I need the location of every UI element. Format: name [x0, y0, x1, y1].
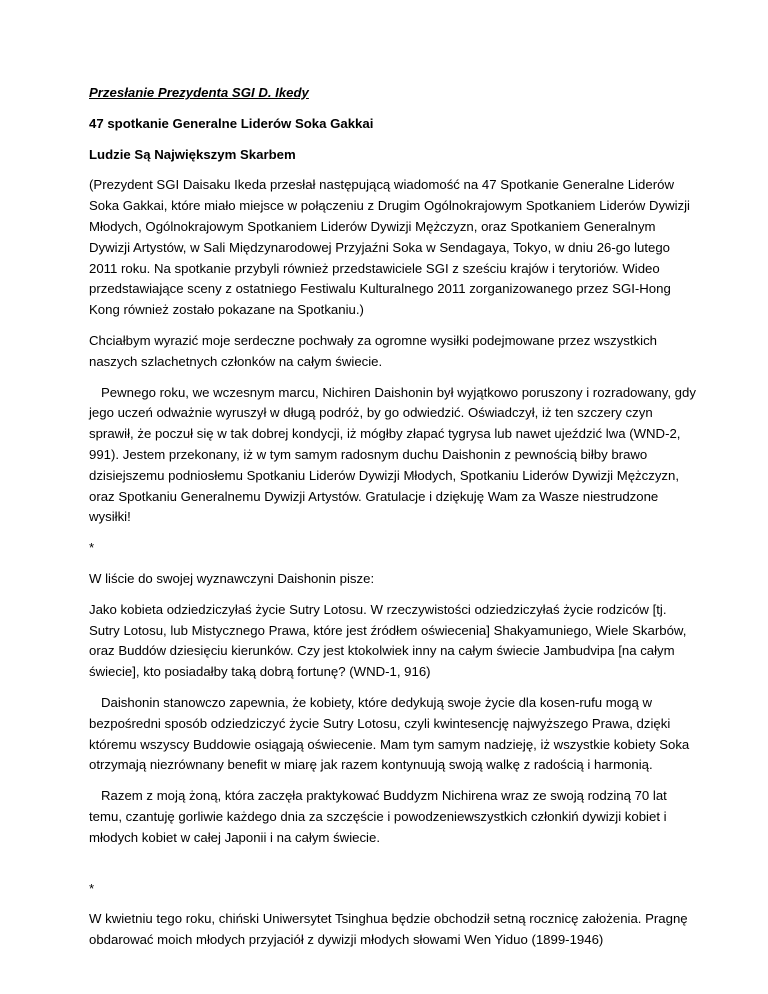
paragraph-7: W kwietniu tego roku, chiński Uniwersytet Tsinghua będzie obchodził setną rocznicę założenia. Pragnę obdarować moich młodych przyjaciół z dywizji młodych słowami Wen Yiduo (1899-1946): [89, 911, 688, 948]
paragraph-3: W liście do swojej wyznawczyni Daishonin pisze:: [89, 570, 375, 586]
separator-2: *: [89, 880, 95, 896]
document-heading: Ludzie Są Największym Skarbem: [89, 146, 296, 162]
document-title: Przesłanie Prezydenta SGI D. Ikedy: [89, 85, 309, 100]
paragraph-6: Razem z moją żoną, która zaczęła praktykować Buddyzm Nichirena wraz ze swoją rodziną 70 lat temu, czantuję gorliwie każdego dnia za szczęście i powodzeniewszystkich członkiń dywizji kobiet i młodych kobiet w całej Japonii i na całym świecie.: [89, 788, 667, 845]
separator-1: *: [89, 540, 95, 556]
paragraph-5: Daishonin stanowczo zapewnia, że kobiety, które dedykują swoje życie dla kosen-rufu mogą w bezpośredni sposób odziedziczyć życie Sutry Lotosu, czyli kwintesencję najwyższego Prawa, dzięki któremu wszyscy Buddowie osiągają oświecenie. Mam tym samym nadzieję, iż wszystkie kobiety Soka otrzymają niezrównany benefit w miarę jak razem kontynuują swoją walkę z radością i harmonią.: [89, 694, 690, 773]
document-subtitle: 47 spotkanie Generalne Liderów Soka Gakkai: [89, 115, 374, 131]
quote-paragraph: Jako kobieta odziedziczyłaś życie Sutry Lotosu. W rzeczywistości odziedziczyłaś życie rodziców [tj. Sutry Lotosu, lub Mistycznego Prawa, które jest źródłem oświecenia] Shakyamuniego, Wiele Skarbów, oraz Buddów dziesięciu kierunków. Czy jest ktokolwiek inny na całym świecie Jambudvipa [na całym świecie], kto posiadałby taką dobrą fortunę? (WND-1, 916): [89, 601, 687, 680]
paragraph-1: Chciałbym wyrazić moje serdeczne pochwały za ogromne wysiłki podejmowane przez wszystkich naszych szlachetnych członków na całym świecie.: [89, 332, 658, 369]
blank-line: [89, 859, 699, 879]
document-body: [89, 83, 699, 961]
paragraph-2: Pewnego roku, we wczesnym marcu, Nichiren Daishonin był wyjątkowo poruszony i rozradowany, gdy jego uczeń odważnie wyruszył w długą podróż, by go odwiedzić. Oświadczył, iż ten szczery czyn sprawił, że poczuł się w tak dobrej kondycji, iż mógłby złapać tygrysa lub nawet ujeździć lwa (WND-2, 991). Jestem przekonany, iż w tym samym radosnym duchu Daishonin z pewnością biłby brawo dzisiejszemu podniosłemu Spotkaniu Liderów Dywizji Młodych, Spotkaniu Liderów Dywizji Mężczyzn, oraz Spotkaniu Generalnemu Dywizji Artystów. Gratulacje i dziękuję Wam za Wasze niestrudzone wysiłki!: [89, 384, 696, 525]
intro-paragraph: (Prezydent SGI Daisaku Ikeda przesłał następującą wiadomość na 47 Spotkanie Generalne Liderów Soka Gakkai, które miało miejsce w połączeniu z Drugim Ogólnokrajowym Spotkaniem Liderów Dywizji Młodych, Ogólnokrajowym Spotkaniem Liderów Dywizji Mężczyzn, oraz Spotkaniem Generalnym Dywizji Artystów, w Sali Międzynarodowej Przyjaźni Soka w Sendagaya, Tokyo, w dniu 26-go lutego 2011 roku. Na spotkanie przybyli również przedstawiciele SGI z sześciu krajów i terytoriów. Wideo przedstawiające sceny z ostatniego Festiwalu Kulturalnego 2011 zorganizowanego przez SGI-Hong Kong również zostało pokazane na Spotkaniu.): [89, 177, 690, 318]
